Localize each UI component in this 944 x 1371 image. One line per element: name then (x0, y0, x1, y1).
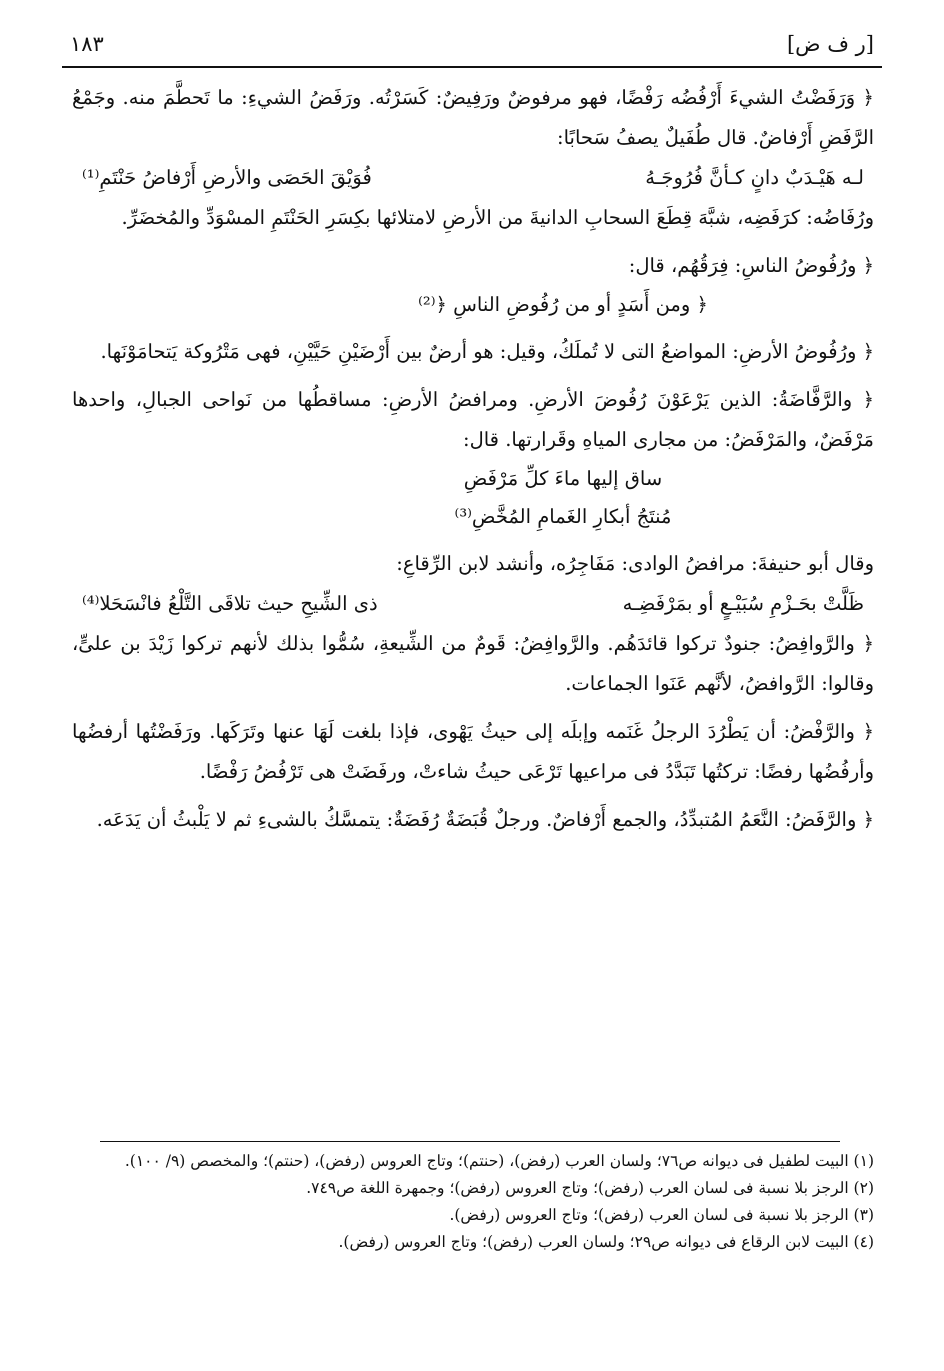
footnote-rule (100, 1141, 840, 1142)
verse-1-first-hemistich: لـه هَيْـدَبٌ دانٍ كـأنَّ فُرُوجَـهُ (645, 166, 864, 189)
entry-rufud-nas: ﴿ ورُفُوضُ الناسِ: فِرَقُهُم، قال: (628, 254, 874, 277)
footnote-4: (٤) البيت لابن الرقاع فى ديوانه ص٢٩؛ ولسان العرب (رفض)؛ وتاج العروس (رفض). (338, 1233, 874, 1251)
footnotes (72, 1148, 874, 1256)
footnote-1: (١) البيت لطفيل فى ديوانه ص٧٦؛ ولسان العرب (رفض)، (حنتم)؛ وتاج العروس (رفض)، (حنتم)؛ والمخصص (٩/ ١٠٠). (124, 1152, 874, 1170)
header-rule (62, 66, 882, 68)
page-header (70, 28, 874, 60)
main-text (72, 78, 874, 840)
verse-1-second-hemistich: فُوَيْقَ الحَصَى والأرضِ أَرْفاضُ حَنْتَمِ⁽¹⁾ (82, 166, 372, 189)
verse-4-second-hemistich: ذى الشِّيحِ حيث تلاقَى التَّلْعُ فانْسَحَلا⁽⁴⁾ (82, 592, 378, 615)
verse-3-line-2: مُنتَجُ أبكارِ الغَمامِ المُخَّضِ⁽³⁾ (454, 505, 672, 528)
verse-1 (72, 158, 874, 198)
entry-rafd: ﴿ وَرَفَضْتُ الشيءَ أَرْفُضُه رَفْضًا، فهو مرفوضٌ ورَفِيضٌ: كَسَرْتُه. ورَفَضُ الشيءِ: ما تَحطَّمَ منه. وجَمْعُ الرَّفَضِ أَرْفاضٌ. قال طُفَيلٌ يصفُ سَحابًا: (72, 86, 874, 149)
footnote-2: (٢) الرجز بلا نسبة فى لسان العرب (رفض)؛ وتاج العروس (رفض)؛ وجمهرة اللغة ص٧٤٩. (306, 1179, 874, 1197)
root-heading: [ر ف ض] (786, 32, 874, 56)
page-number: ١٨٣ (70, 32, 104, 56)
entry-abu-hanifa: وقال أبو حنيفةَ: مرافضُ الوادى: مَفَاجِرُه، وأنشد لابن الرِّقاعِ: (396, 552, 874, 575)
entry-raffada: ﴿ والرَّفَّاضَةُ: الذين يَرْعَوْنَ رُفُوضَ الأرضِ. ومرافضُ الأرضِ: مساقطُها من نَواحى الجبالِ، واحدها مَرْفَضٌ، والمَرْفَضُ: من مجارى المياهِ وقَرارتها. قال: (72, 388, 874, 451)
entry-rufud-ard: ﴿ ورُفُوضُ الأرضِ: المواضعُ التى لا تُملَكُ، وقيل: هو أرضٌ بين أَرْضَيْنِ حَيَّيْنِ، فهى مَتْرُوكة يَتحامَوْنَها. (100, 340, 874, 363)
entry-rafd-ghanam: ﴿ والرَّفْضُ: أن يَطْرُدَ الرجلُ غَنَمه وإبلَه إلى حيثُ يَهْوى، فإذا بلغت لَهَا عنها وتَرَكَها. ورَفَضْتُها أرفضُها وأرفُضُها رفضًا: تركتُها تَبَدَّدُ فى مراعيها تَرْعَى حيثُ شاءتْ، ورفَضَتْ هى تَرْفُضُ رَفْضًا. (72, 720, 874, 783)
verse-4-first-hemistich: ظَلَّتْ بحَـزْمِ سُبَيْـعٍ أو بمَرْفَضِـه (622, 592, 864, 615)
footnote-3: (٣) الرجز بلا نسبة فى لسان العرب (رفض)؛ وتاج العروس (رفض). (449, 1206, 874, 1224)
verse-4 (72, 584, 874, 624)
verse-3-line-1: ساق إليها ماءَ كلِّ مَرْفَضِ (463, 467, 663, 490)
entry-rafad-naam: ﴿ والرَّفَضُ: النَّعَمُ المُتبدِّدُ، والجمع أَرْفاضٌ. ورجلٌ قُبَضَةٌ رُفَضَةٌ: يتمسَّكُ بالشىءِ ثم لا يَلْبثُ أن يَدَعَه. (96, 808, 874, 831)
entry-rufad: ورُفَاضُه: كرَفَضِه، شبَّهَ قِطَعَ السحابِ الدانيةَ من الأرضِ لامتلائها بكِسَرِ الحَنْتَمِ المسْوَدِّ والمُخضَرِّ. (121, 206, 874, 229)
entry-rawafid: ﴿ والرَّوافِضُ: جنودٌ تركوا قائدَهُم. والرَّوافِضُ: قَومٌ من الشِّيعةِ، سُمُّوا بذلك لأنهم تركوا زَيْدَ بن علىٍّ، وقالوا: الرَّوافضُ، لأنَّهم عَنَوا الجماعات. (72, 632, 874, 695)
verse-2: ﴿ ومن أَسَدٍ أو من رُفُوضِ الناسِ ﴿⁽²⁾ (418, 293, 708, 316)
